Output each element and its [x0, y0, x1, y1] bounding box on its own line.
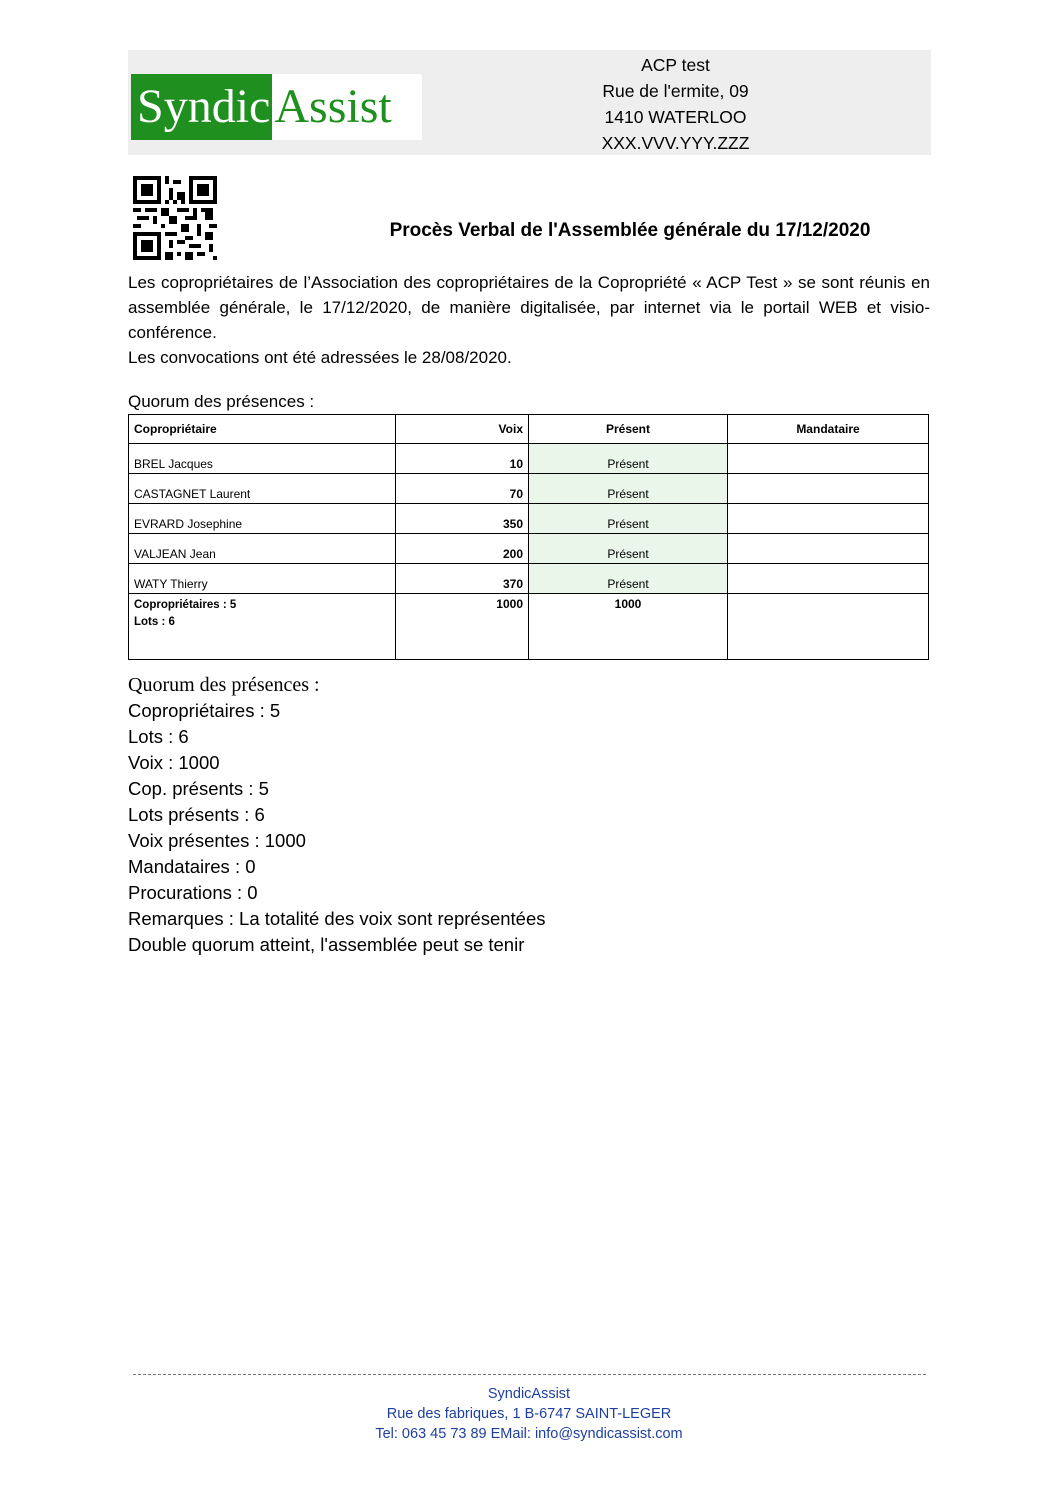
acp-city: 1410 WATERLOO — [604, 107, 747, 127]
table-row — [129, 444, 929, 474]
attendance-table — [128, 414, 929, 660]
summary-line: Double quorum atteint, l'assemblée peut se tenir — [128, 934, 525, 955]
owner-present: Présent — [529, 444, 728, 474]
owner-name: EVRARD Josephine — [129, 504, 396, 534]
logo-part-syndic: Syndic — [131, 74, 272, 140]
acp-address — [528, 52, 823, 156]
acp-name: ACP test — [641, 55, 710, 75]
document-title: Procès Verbal de l'Assemblée générale du 17/12/2020 — [389, 220, 871, 241]
footer-contact: Tel: 063 45 73 89 EMail: info@syndicassist.com — [375, 1426, 683, 1442]
owner-mandataire — [728, 474, 929, 504]
acp-street: Rue de l'ermite, 09 — [602, 81, 749, 101]
syndicassist-logo — [131, 74, 422, 140]
summary-line: Voix : 1000 — [128, 752, 220, 773]
owner-present: Présent — [529, 504, 728, 534]
footer — [329, 1384, 729, 1444]
quorum-summary — [128, 672, 546, 958]
header-mandataire: Mandataire — [728, 415, 929, 444]
owner-mandataire — [728, 534, 929, 564]
owner-name: CASTAGNET Laurent — [129, 474, 396, 504]
owner-mandataire — [728, 504, 929, 534]
table-row — [129, 534, 929, 564]
summary-line: Procurations : 0 — [128, 882, 258, 903]
summary-line: Remarques : La totalité des voix sont représentées — [128, 908, 546, 929]
table-header-row — [129, 415, 929, 444]
table-row — [129, 504, 929, 534]
summary-line: Copropriétaires : 5 — [128, 700, 281, 721]
logo-part-assist: Assist — [272, 74, 422, 140]
summary-line: Mandataires : 0 — [128, 856, 256, 877]
total-mandataire — [728, 594, 929, 660]
owner-voix: 370 — [396, 564, 529, 594]
intro-text — [128, 270, 930, 370]
owner-present: Présent — [529, 534, 728, 564]
owner-voix: 70 — [396, 474, 529, 504]
table-row — [129, 474, 929, 504]
summary-line: Voix présentes : 1000 — [128, 830, 306, 851]
owner-mandataire — [728, 564, 929, 594]
owner-voix: 200 — [396, 534, 529, 564]
table-row — [129, 564, 929, 594]
table-total-row — [129, 594, 929, 660]
header-coproprietaire: Copropriétaire — [129, 415, 396, 444]
summary-title: Quorum des présences : — [128, 674, 320, 696]
summary-line: Lots : 6 — [128, 726, 189, 747]
total-counts — [129, 594, 396, 660]
header-voix: Voix — [396, 415, 529, 444]
owner-present: Présent — [529, 564, 728, 594]
intro-paragraph: Les copropriétaires de l’Association des copropriétaires de la Copropriété « ACP Test » se sont réunis en assemblée générale, le 17/12/2020, de manière digitalisée, par internet via le portail WEB et visio-conférence. — [128, 273, 930, 342]
acp-code: XXX.VVV.YYY.ZZZ — [601, 133, 750, 153]
owner-mandataire — [728, 444, 929, 474]
quorum-table-title: Quorum des présences : — [128, 392, 315, 411]
footer-address: Rue des fabriques, 1 B-6747 SAINT-LEGER — [386, 1406, 672, 1422]
summary-line: Cop. présents : 5 — [128, 778, 269, 799]
owner-voix: 350 — [396, 504, 529, 534]
footer-company: SyndicAssist — [487, 1386, 571, 1402]
footer-divider — [133, 1374, 926, 1375]
letterhead — [128, 50, 931, 155]
owner-name: VALJEAN Jean — [129, 534, 396, 564]
qr-code-icon — [133, 176, 217, 260]
total-coproprietaires: Copropriétaires : 5 — [134, 599, 237, 611]
total-present: 1000 — [529, 594, 728, 660]
total-lots: Lots : 6 — [134, 616, 175, 628]
header-present: Présent — [529, 415, 728, 444]
owner-name: BREL Jacques — [129, 444, 396, 474]
summary-line: Lots présents : 6 — [128, 804, 265, 825]
convocation-paragraph: Les convocations ont été adressées le 28/08/2020. — [128, 348, 512, 367]
owner-present: Présent — [529, 474, 728, 504]
total-voix: 1000 — [396, 594, 529, 660]
owner-name: WATY Thierry — [129, 564, 396, 594]
owner-voix: 10 — [396, 444, 529, 474]
